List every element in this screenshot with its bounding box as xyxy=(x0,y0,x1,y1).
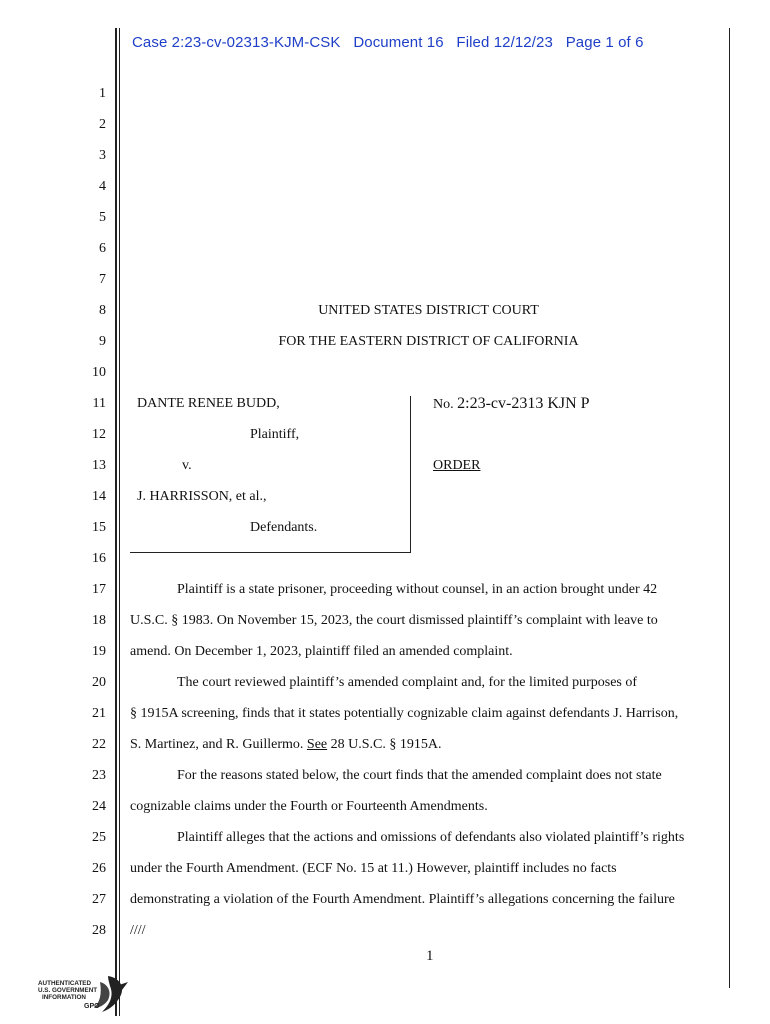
defendant-role: Defendants. xyxy=(250,520,318,535)
ecf-header: Case 2:23-cv-02313-KJM-CSK Document 16 Filed 12/12/23 Page 1 of 6 xyxy=(132,34,644,51)
left-margin-rule-inner xyxy=(119,28,120,1016)
plaintiff-name: DANTE RENEE BUDD, xyxy=(137,396,280,411)
line-number: 26 xyxy=(92,861,106,876)
body-line-19: amend. On December 1, 2023, plaintiff filed an amended complaint. xyxy=(130,644,513,659)
line-number: 3 xyxy=(99,148,106,163)
line-number: 10 xyxy=(92,365,106,380)
line-number: 13 xyxy=(92,458,106,473)
right-margin-rule xyxy=(729,28,730,988)
line-number: 19 xyxy=(92,644,106,659)
line-number: 2 xyxy=(99,117,106,132)
citation-signal-see: See xyxy=(306,737,328,752)
line-number: 4 xyxy=(99,179,106,194)
court-district: FOR THE EASTERN DISTRICT OF CALIFORNIA xyxy=(278,334,579,349)
case-number-label: No. xyxy=(433,397,454,412)
court-name: UNITED STATES DISTRICT COURT xyxy=(318,303,539,318)
line-number: 23 xyxy=(92,768,106,783)
line-number: 16 xyxy=(92,551,106,566)
line-number: 24 xyxy=(92,799,106,814)
line-number: 18 xyxy=(92,613,106,628)
body-line-25: Plaintiff alleges that the actions and omissions of defendants also violated plaintiff’s rights xyxy=(177,830,685,845)
body-line-22 xyxy=(130,737,442,753)
body-line-24: cognizable claims under the Fourth or Fourteenth Amendments. xyxy=(130,799,488,814)
body-line-26: under the Fourth Amendment. (ECF No. 15 at 11.) However, plaintiff includes no facts xyxy=(130,861,617,876)
plaintiff-role: Plaintiff, xyxy=(250,427,300,442)
body-line-22-citation: 28 U.S.C. § 1915A. xyxy=(327,737,442,752)
case-number xyxy=(433,396,590,413)
line-number: 15 xyxy=(92,520,106,535)
gpo-eagle-icon xyxy=(38,972,130,1016)
line-number: 7 xyxy=(99,272,106,287)
body-line-20: The court reviewed plaintiff’s amended complaint and, for the limited purposes of xyxy=(177,675,638,690)
document-title: ORDER xyxy=(433,458,481,473)
body-line-23: For the reasons stated below, the court finds that the amended complaint does not state xyxy=(177,768,662,783)
line-number: 11 xyxy=(92,396,106,411)
line-number: 20 xyxy=(92,675,106,690)
body-line-21: § 1915A screening, finds that it states potentially cognizable claim against defendants J. Harrison, xyxy=(130,706,679,721)
svg-text:INFORMATION: INFORMATION xyxy=(42,994,86,1001)
line-number: 17 xyxy=(92,582,106,597)
line-number: 21 xyxy=(92,706,106,721)
svg-text:AUTHENTICATED: AUTHENTICATED xyxy=(38,980,92,987)
svg-text:GPO: GPO xyxy=(84,1003,100,1010)
caption-divider-horizontal xyxy=(130,552,411,553)
body-line-27: demonstrating a violation of the Fourth Amendment. Plaintiff’s allegations concerning the failure xyxy=(130,892,675,907)
line-number: 25 xyxy=(92,830,106,845)
line-number: 22 xyxy=(92,737,106,752)
svg-text:U.S. GOVERNMENT: U.S. GOVERNMENT xyxy=(38,987,98,994)
line-number: 5 xyxy=(99,210,106,225)
case-number-value: 2:23-cv-2313 KJN P xyxy=(457,395,590,412)
line-number: 1 xyxy=(99,86,106,101)
body-line-28: //// xyxy=(130,923,146,938)
body-line-18: U.S.C. § 1983. On November 15, 2023, the court dismissed plaintiff’s complaint with leave to xyxy=(130,613,658,628)
page-number: 1 xyxy=(426,948,434,964)
line-number: 28 xyxy=(92,923,106,938)
line-number: 6 xyxy=(99,241,106,256)
line-number: 8 xyxy=(99,303,106,318)
line-number: 27 xyxy=(92,892,106,907)
caption-divider-vertical xyxy=(410,396,411,552)
line-number: 12 xyxy=(92,427,106,442)
versus: v. xyxy=(182,458,192,473)
gpo-authentication-seal xyxy=(38,972,130,1016)
body-line-17: Plaintiff is a state prisoner, proceeding without counsel, in an action brought under 42 xyxy=(177,582,658,597)
line-number: 9 xyxy=(99,334,106,349)
line-number: 14 xyxy=(92,489,106,504)
defendant-name: J. HARRISSON, et al., xyxy=(137,489,267,504)
left-margin-rule xyxy=(115,28,117,1016)
body-line-22-text: S. Martinez, and R. Guillermo. xyxy=(130,737,307,752)
